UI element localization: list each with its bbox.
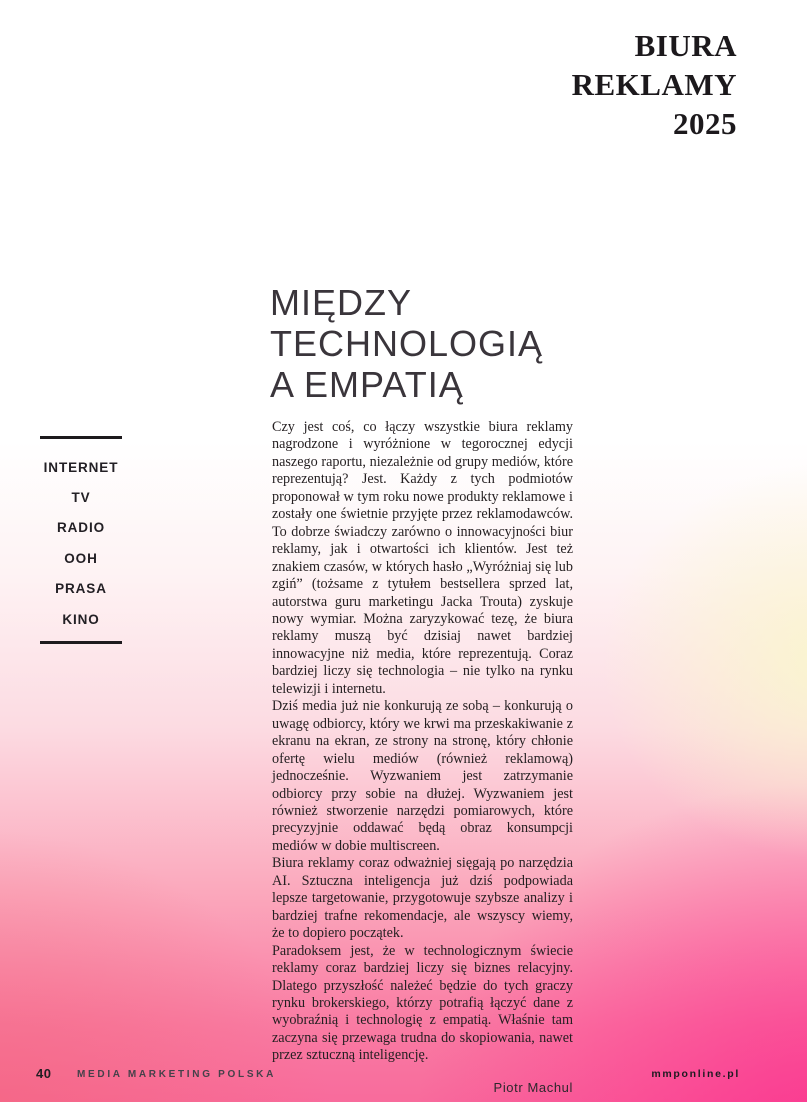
sidebar-item-kino[interactable]: KINO <box>62 611 100 627</box>
article-paragraph: Czy jest coś, co łączy wszystkie biura reklamy nagrodzone i wyróżnione w tegorocznej edycji naszego raportu, niezależnie od grupy mediów, które reprezentują? Jest. Każdy z tych podmiotów proponował w tym roku nowe produkty reklamowe i zostały one świetnie przyjęte przez reklamodawców. To dobrze świadczy zarówno o innowacyjności biur reklamy, jak i otwartości ich klientów. Jest też znakiem czasów, w których hasło „Wyróżniaj się lub zgiń” (tożsame z tytułem bestsellera sprzed lat, autorstwa guru marketingu Jacka Trouta) zyskuje nowy wymiar. Można zaryzykować tezę, że biura reklamy muszą być dzisiaj nawet bardziej innowacyjne niż media, które reprezentują. Coraz bardziej liczy się technologia – nie tylko na rynku telewizji i internetu. <box>272 419 573 697</box>
sidebar-item-tv[interactable]: TV <box>71 490 91 506</box>
website-link[interactable]: mmponline.pl <box>651 1068 740 1080</box>
menu-list <box>40 452 122 634</box>
sidebar-item-internet[interactable]: INTERNET <box>43 459 119 475</box>
masthead-line-2: REKLAMY <box>571 67 737 102</box>
article-title-line-1: MIĘDZY <box>270 282 413 323</box>
article-paragraph: Dziś media już nie konkurują ze sobą – konkurują o uwagę odbiorcy, który we krwi ma przeskakiwanie z ekranu na ekran, ze strony na stronę, który chłonie ofertę wielu mediów (również reklamową) jednocześnie. Wyzwaniem jest zatrzymanie odbiorcy przy sobie na dłużej. Wyzwaniem jest również stworzenie narzędzi pomiarowych, które precyzyjnie oddawać będą obraz konsumpcji mediów w dobie multiscreen. <box>272 698 573 854</box>
menu-top-rule <box>40 436 122 439</box>
article-paragraph: Paradoksem jest, że w technologicznym świecie reklamy coraz bardziej liczy się biznes relacyjny. Dlatego przyszłość należeć będzie do tych graczy rynku brokerskiego, którzy potrafią łączyć dane z wyobraźnią i technologię z empatią. Właśnie tam zaczyna się przewaga trudna do skopiowania, nawet przez sztuczną inteligencję. <box>272 942 573 1064</box>
article-title-line-3: A EMPATIĄ <box>270 364 464 405</box>
article-body <box>272 419 573 1096</box>
masthead-line-3: 2025 <box>673 106 737 141</box>
publication-name: MEDIA MARKETING POLSKA <box>77 1069 277 1080</box>
sidebar-item-radio[interactable]: RADIO <box>57 520 105 536</box>
page-number: 40 <box>36 1066 52 1081</box>
section-menu <box>40 436 122 644</box>
sidebar-item-prasa[interactable]: PRASA <box>55 581 107 597</box>
article-paragraph: Biura reklamy coraz odważniej sięgają po narzędzia AI. Sztuczna inteligencja już dziś podpowiada lepsze targetowanie, przygotowuje szybsze analizy i bardziej trafne rekomendacje, ale wszyscy wiemy, że to dopiero początek. <box>272 855 573 942</box>
article-title-line-2: TECHNOLOGIĄ <box>270 323 544 364</box>
menu-bottom-rule <box>40 641 122 644</box>
sidebar-item-ooh[interactable]: OOH <box>64 550 98 566</box>
article-author: Piotr Machul <box>493 1079 573 1095</box>
article-title <box>270 282 543 405</box>
masthead-line-1: BIURA <box>634 28 737 63</box>
masthead <box>572 26 737 143</box>
